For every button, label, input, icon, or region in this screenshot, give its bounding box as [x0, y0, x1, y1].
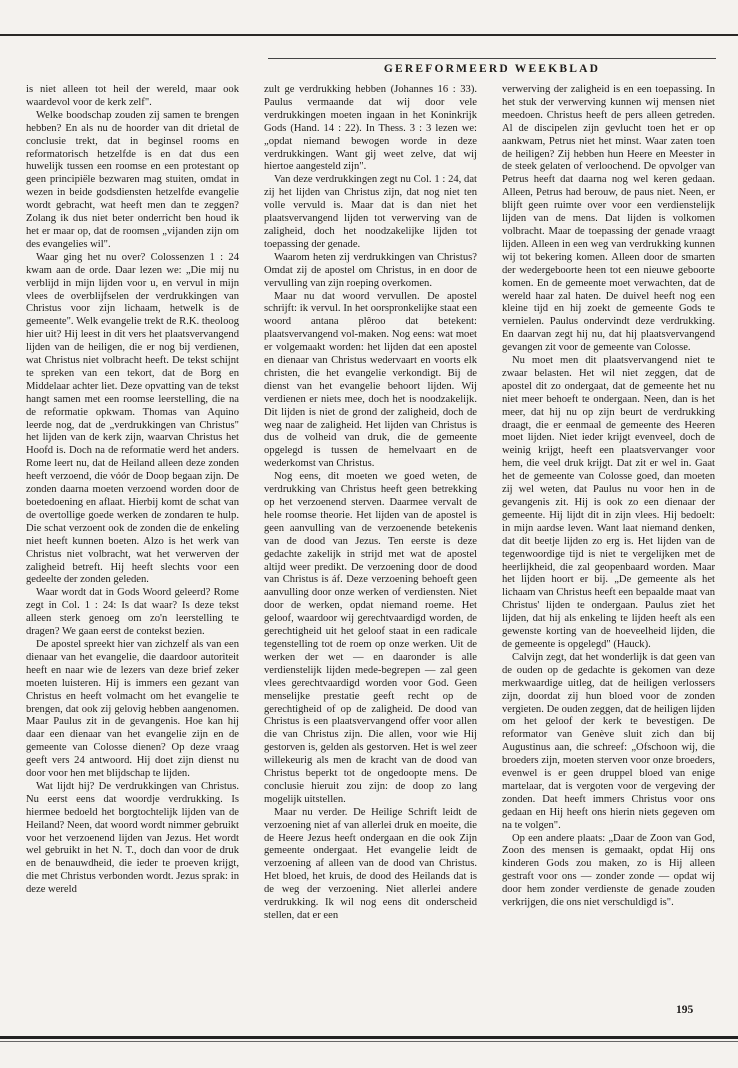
paragraph: Op een andere plaats: „Daar de Zoon van God, Zoon des mensen is gemaakt, opdat Hij ons kinderen Gods zou maken, zo is Hij alleen gestraft voor ons — zonder zonde — opdat wij door hem zonder verdienste de genade zouden verkrijgen, die ons niet verschuldigd is". [502, 832, 715, 909]
paragraph: De apostel spreekt hier van zichzelf als van een dienaar van het evangelie, die daardoor autoriteit heeft en naar wie de lezers van deze brief zeker moeten luisteren. Hij is immers een gezant van Christus en heeft volmacht om het evangelie te brengen, dat ook zij gelovig hebben aangenomen. Maar Paulus zit in de gevangenis. Hoe kan hij daar een dienaar van het evangelie zijn en de gemeente van Colosse dienen? Op deze vraag geeft vers 24 antwoord. Hij doet zijn dienst nu door voor hen met blijdschap te lijden. [26, 638, 239, 780]
paragraph: Waar ging het nu over? Colossenzen 1 : 24 kwam aan de orde. Daar lezen we: „Die mij nu verblijd in mijn lijden voor u, en vervul in mijn vlees de overblijfselen der verdrukkingen van Christus voor zijn lichaam, hetwelk is de gemeente". Welk evangelie trekt de R.K. theoloog hier uit? Hij leest in dit vers het plaatsvervangend lijden van de heiligen, die er nog bij verdienen, wat Christus niet volbracht heeft. De tekst schijnt te spreken van een tekort, dat de Borg en Middelaar achter liet. Deze opvatting van de tekst hangt samen met een roomse leerstelling, die na de reformatie opkwam. Thomas van Aquino leerde nog, dat de „verdrukkingen van Christus" het lijden van de kerk zijn, waarvan Christus het Hoofd is. Doch na de reformatie werd het anders. Rome leert nu, dat de Heiland alleen deze zonden heeft verzoend, die vóór de Doop begaan zijn. De zonden daarna moeten verzoend worden door de boetedoening en aflaat. Hierbij komt de schat van de overtollige goede werken de zondaren te hulp. Die schat verzoent ook de zonden die de enkeling niet heeft kunnen boeten. Alzo is het werk van Christus niet volbracht, wat het verwerven der zaligheid betreft. Hij heeft slechts voor een gedeelte der zonden geleden. [26, 251, 239, 586]
paragraph: Waarom heten zij verdrukkingen van Christus? Omdat zij de apostel om Christus, in en door de vervulling van zijn roeping overkomen. [264, 251, 477, 289]
bottom-rule [0, 1036, 738, 1039]
paragraph: Welke boodschap zouden zij samen te brengen hebben? En als nu de hoorder van dit drietal de conclusie trekt, dat in beginsel rooms en reformatorisch hetzelfde is en dat dus een huwelijk tussen een roomse en een protestant op geen principiële bezwaren mag stuiten, omdat in wezen in beide godsdiensten hetzelfde evangelie wordt gebracht, wat heeft men dan te zeggen? Zolang ik dus niet beter onderricht ben houd ik het er maar op, dat de roomsen „vijanden zijn om des evangelies wil". [26, 109, 239, 250]
paragraph: verwerving der zaligheid is en een toepassing. In het stuk der verwerving kunnen wij mensen niet meedoen. Christus heeft de pers alleen getreden. Al de discipelen zijn gevlucht toen het er op aankwam, Petrus niet het minst. Waar zaten toen de heiligen? Zij hebben hun Heere en Meester in de steek gelaten of verloochend. De opvolger van Petrus heeft dat daarna nog wel keren gedaan. Alleen, Petrus had berouw, de paus niet. Neen, er blijft geen ruimte over voor een verdienstelijk lijden van de mens. Dat lijden is volkomen volbracht. Maar de toepassing der genade vraagt lijden. Alleen in een weg van verdrukking kunnen wij tot bekering komen. Alleen door de smarten der wedergeboorte heen tot een nieuwe geboorte komen. En de gemeente moet verwachten, dat de wereld haar zal haten. De duivel heeft nog een kleine tijd en hij zoekt de gemeente Gods te vernielen. Paulus ondervindt deze verdrukking. En daarvan zegt hij nu, dat hij plaatsvervangend gevangen zit voor de gemeente van Colosse. [502, 84, 715, 354]
paragraph: is niet alleen tot heil der wereld, maar ook waardevol voor de kerk zelf". [26, 84, 239, 108]
paragraph: Maar nu dat woord vervullen. De apostel schrijft: ik vervul. In het oorspronkelijke staat een woord antana plêroo dat betekent: plaatsvervangend vol-maken. Nog eens: wat moet er volgemaakt worden: het lijden dat een apostel en dienaar van Christus wedervaart en voorts elk christen, die het evangelie verkondigt. Bij de dienst van het evangelie behoort lijden. Wij verdienen er niets mee, doch het is noodzakelijk. Dit lijden is niet de grond der zaligheid, doch de weg naar de zaligheid. Het lijden van Christus is dus de volheid van druk, die de gemeente opgelegd is tussen de hemelvaart en de wederkomst van Christus. [264, 290, 477, 470]
column-1 [26, 84, 239, 1000]
column-2 [264, 84, 477, 1000]
page-number: 195 [676, 1004, 694, 1016]
paragraph: Nog eens, dit moeten we goed weten, de verdrukking van Christus heeft geen betrekking op het verzoenend sterven. Daarmee vervalt de hele roomse theorie. Het lijden van de apostel is geen aanvulling van de verzoenende betekenis van de dood van Jezus. Ten eerste is deze gedachte zakelijk in strijd met wat de apostel altijd weer predikt. De verzoening door de dood van Christus is áf. Deze verzoening behoeft geen aanvulling door onze werken of verdiensten. Niet door de werken, opdat niemand roeme. Het geloof, waardoor wij gerechtvaardigd worden, de gerechtigheid uit het geloof staat in een radicale tegenstelling tot de roem op onze werken. Uit de werken der wet — en daaronder is alle verdienstelijk lijden mede-begrepen — zal geen vlees gerechtvaardigd worden voor God. Geen menselijke prestatie geeft recht op de gerechtigheid of op de zaligheid. De dood van Christus is een plaatsvervangend offer voor allen die van Christus zijn. Die allen, voor wie Hij gestorven is, gelden als gestorven. Het is wel zeer willekeurig als men de kracht van de dood van Christus beperkt tot de ongedoopte mens. De conclusie hieruit zou zijn: de doop zo lang mogelijk uitstellen. [264, 471, 477, 805]
paragraph: Wat lijdt hij? De verdrukkingen van Christus. Nu eerst eens dat woordje verdrukking. Is hiermee bedoeld het borgtochtelijk lijden van de Heiland? Neen, dat woord wordt nimmer gebruikt voor het verzoenend lijden van Jezus. Het wordt wel gebruikt in het N. T., doch dan voor de druk en de benauwdheid, die ieder te proeven krijgt, die met Christus verbonden wordt. Jezus sprak: in deze wereld [26, 780, 239, 896]
article-body [26, 84, 716, 1000]
paragraph: zult ge verdrukking hebben (Johannes 16 : 33). Paulus vermaande dat wij door vele verdrukkingen moeten ingaan in het Koninkrijk Gods (Hand. 14 : 22). In Thess. 3 : 3 lezen we: „opdat niemand bewogen worde in deze verdrukkingen. Want gij weet zelve, dat wij hiertoe aangesteld zijn". [264, 84, 477, 173]
column-3 [502, 84, 715, 1000]
running-header: GEREFORMEERD WEEKBLAD [383, 63, 601, 75]
paragraph: Calvijn zegt, dat het wonderlijk is dat geen van de ouden op de gedachte is gekomen van deze merkwaardige uitleg, dat de heiligen verlossers zijn, doordat zij hun bloed voor de zonden vergieten. De ouden zeggen, dat de heiligen lijden om het geloof der kerk te bevestigen. De reformator van Genève sluit zich dan bij Augustinus aan, die schreef: „Ofschoon wij, die broeders zijn, moeten sterven voor onze broeders, evenwel is er geen druppel bloed van enige martelaar, dat is vergoten voor de vergeving der zonden. Dat heeft immers Christus voor ons gedaan en Hij heeft ons hierin niets gegeven om na te volgen". [502, 651, 715, 831]
paragraph: Waar wordt dat in Gods Woord geleerd? Rome zegt in Col. 1 : 24: Is dat waar? Is deze tekst alleen sterk genoeg om zo'n leerstelling te dragen? We gaan eerst de contekst bezien. [26, 587, 239, 638]
paragraph: Nu moet men dit plaatsvervangend niet te zwaar belasten. Het wil niet zeggen, dat de apostel dit zo ondergaat, dat de gemeente het nu niet meer behoeft te ondergaan. Neen, dan is het meer, dat hij nu op zijn beurt de verdrukking draagt, die er eenmaal de gemeente des Heeren moet lijden. Niet ieder krijgt evenveel, doch de weinig krijgt, heeft een plaatsvervanger voor hem, die veel druk krijgt. Dat zit er wel in. Gaat het de gemeente van Colosse goed, dan moeten zij wel weten, dat Paulus nu voor hen in de gevangenis zit. Hij is ook zo een dienaar der gemeente. Hij lijdt dit in zijn vlees. Hij bedoelt: in mijn aardse leven. Want laat niemand denken, dat dit beetje lijden zo erg is. Het lijden van de tegenwoordige tijd is niet te vergelijken met de heerlijkheid, die zal geopenbaard worden. Maar het lijden hoort er bij. „De gemeente als het lichaam van Christus heeft een bepaalde maat van Christus' lijden te ondergaan. Paulus ziet het lijden, dat hij als enkeling te lijden heeft als een gewenste korting van de hoeveelheid lijden, die de gemeente is opgelegd" (Hauck). [502, 355, 715, 650]
top-rule [0, 34, 738, 36]
bottom-rule-thin [0, 1041, 738, 1042]
header-rule [268, 58, 716, 59]
paragraph: Maar nu verder. De Heilige Schrift leidt de verzoening niet af van allerlei druk en moeite, die de Heere Jezus heeft ondergaan en die ook Zijn gemeente ondergaat. Het evangelie leidt de verzoening af alleen van de dood van Christus. Het bloed, het kruis, de dood des Heilands dat is de weg der verzoening. Niet allerlei andere verdrukking. Ik wil nog eens dit onderscheid stellen, dat er een [264, 806, 477, 921]
paragraph: Van deze verdrukkingen zegt nu Col. 1 : 24, dat zij het lijden van Christus zijn, dat nog niet ten volle vervuld is. Maar dat is dan niet het plaatsvervangend lijden tot verwerving van de zaligheid, doch het noodzakelijke lijden tot toepassing der genade. [264, 174, 477, 250]
